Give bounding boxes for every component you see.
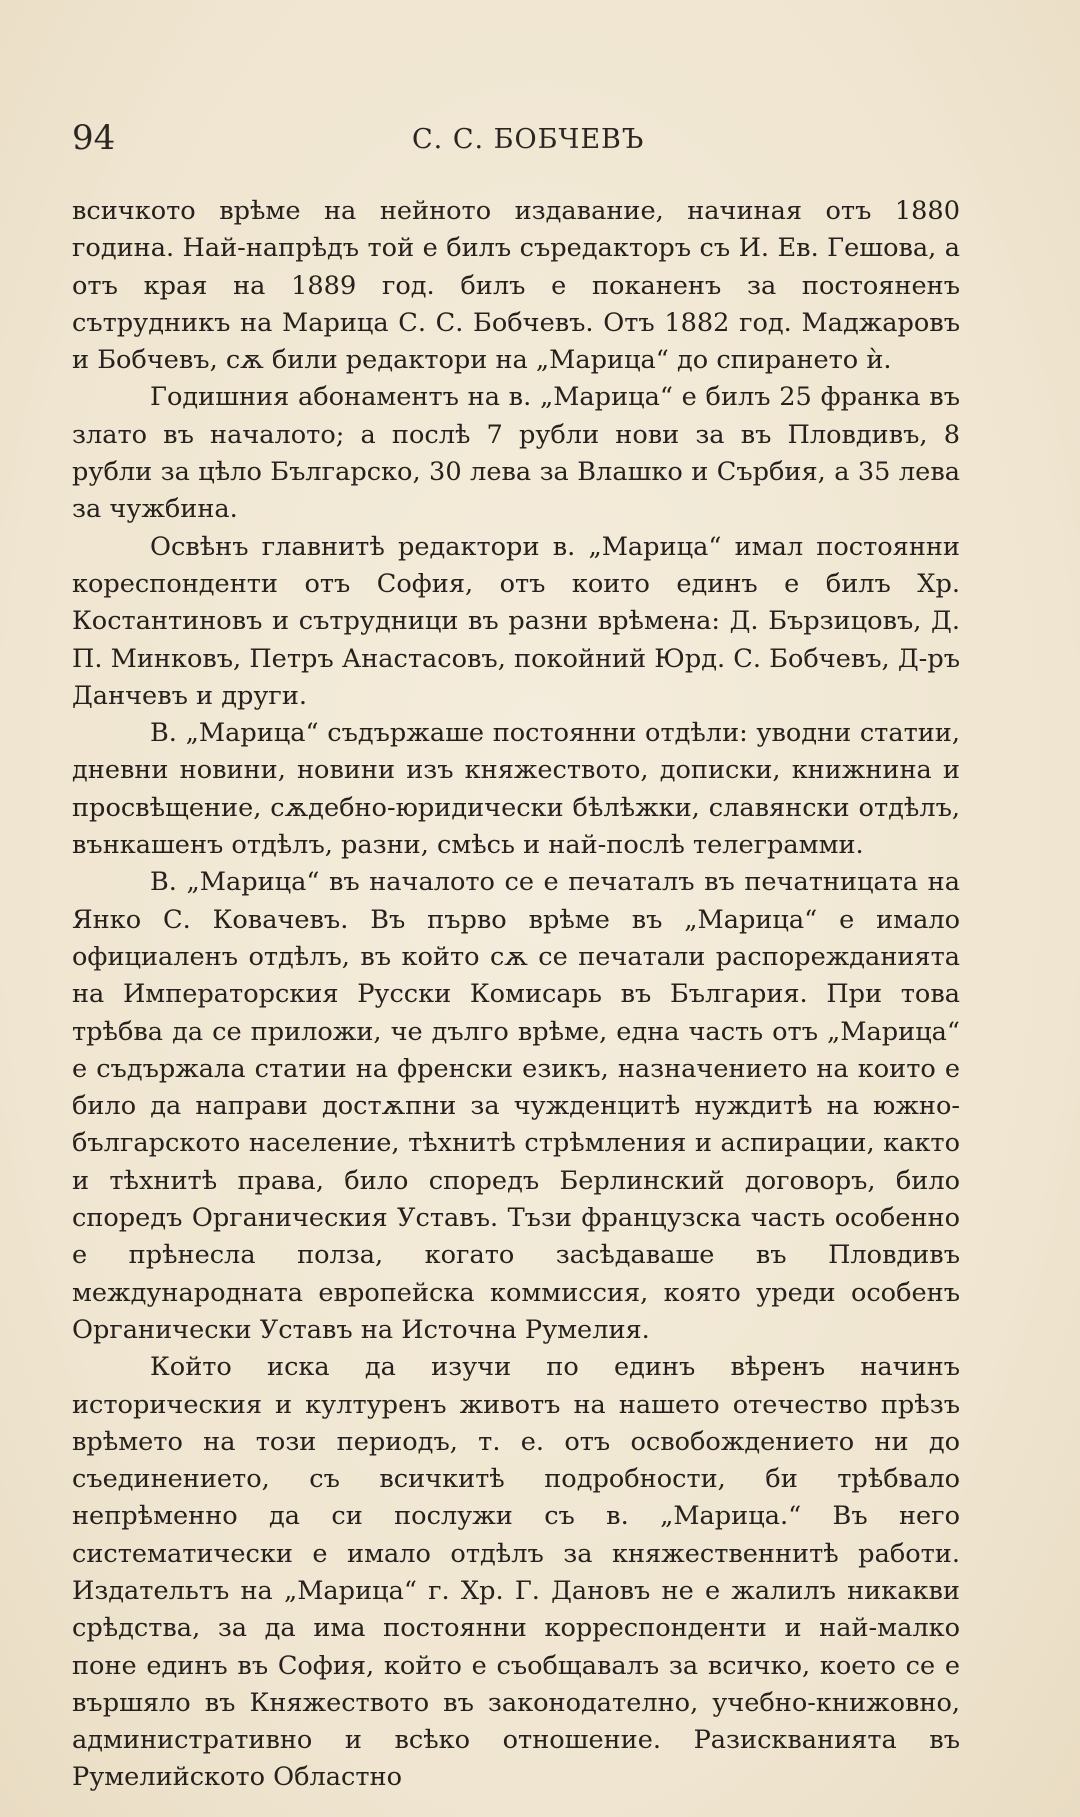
paragraph: всичкото врѣме на нейното издавание, начиная отъ 1880 година. Най-напрѣдъ той е билъ съредакторъ съ И. Ев. Гешова, а отъ края на 1889 год. билъ е поканенъ за постояненъ сътрудникъ на Марица С. С. Бобчевъ. Отъ 1882 год. Маджаровъ и Бобчевъ, сѫ били редактори на „Марица“ до спирането ѝ. <box>72 196 960 376</box>
body-text <box>72 193 960 1797</box>
running-head: С. С. БОБЧЕВЪ <box>412 124 645 155</box>
paragraph: Годишния абонаментъ на в. „Марица“ е билъ 25 франка въ злато въ началото; а послѣ 7 рубли нови за въ Пловдивъ, 8 рубли за цѣло Българско, 30 лева за Влашко и Сърбия, а 35 лева за чужбина. <box>72 382 960 525</box>
page-header <box>72 118 972 166</box>
paragraph: Освѣнъ главнитѣ редактори в. „Марица“ имал постоянни кореспонденти отъ София, отъ които единъ е билъ Хр. Костантиновъ и сътрудници въ разни врѣмена: Д. Бързицовъ, Д. П. Минковъ, Петръ Анастасовъ, покойний Юрд. С. Бобчевъ, Д-ръ Данчевъ и други. <box>72 531 960 711</box>
paragraph: В. „Марица“ съдържаше постоянни отдѣли: уводни статии, дневни новини, новини изъ княжеството, дописки, книжнина и просвѣщение, сѫдебно-юридически бѣлѣжки, славянски отдѣлъ, вънкашенъ отдѣлъ, разни, смѣсь и най-послѣ телеграмми. <box>72 718 960 861</box>
paragraph: В. „Марица“ въ началото се е печаталъ въ печатницата на Янко С. Ковачевъ. Въ първо врѣме въ „Марица“ е имало официаленъ отдѣлъ, въ който сѫ се печатали распорежданията на Императорския Русски Комисарь въ България. При това трѣбва да се приложи, че дълго врѣме, една часть отъ „Марица“ е съдържала статии на френски езикъ, назначението на които е било да направи достѫпни за чужденцитѣ нуждитѣ на южно-българското население, тѣхнитѣ стрѣмления и аспирации, както и тѣхнитѣ права, било споредъ Берлинский договоръ, било споредъ Органическия Уставъ. Тъзи французска часть особенно е прѣнесла полза, когато засѣдаваше въ Пловдивъ международната европейска коммиссия, която уреди особенъ Органически Уставъ на Источна Румелия. <box>72 867 960 1345</box>
page-number: 94 <box>72 118 116 158</box>
paragraph: Който иска да изучи по единъ вѣренъ начинъ историческия и културенъ животъ на нашето отечество прѣзъ врѣмето на този периодъ, т. е. отъ освобождението ни до съединението, съ всичкитѣ подробности, би трѣбвало непрѣменно да си послужи съ в. „Марица.“ Въ него систематически е имало отдѣлъ за княжественнитѣ работи. Издательтъ на „Марица“ г. Хр. Г. Дановъ не е жалилъ никакви срѣдства, за да има постоянни корреспонденти и най-малко поне единъ въ София, който е съобщавалъ за всичко, което се е вършяло въ Княжеството въ законодателно, учебно-книжовно, административно и всѣко отношение. Разискванията въ Румелийското Областно <box>72 1352 960 1793</box>
